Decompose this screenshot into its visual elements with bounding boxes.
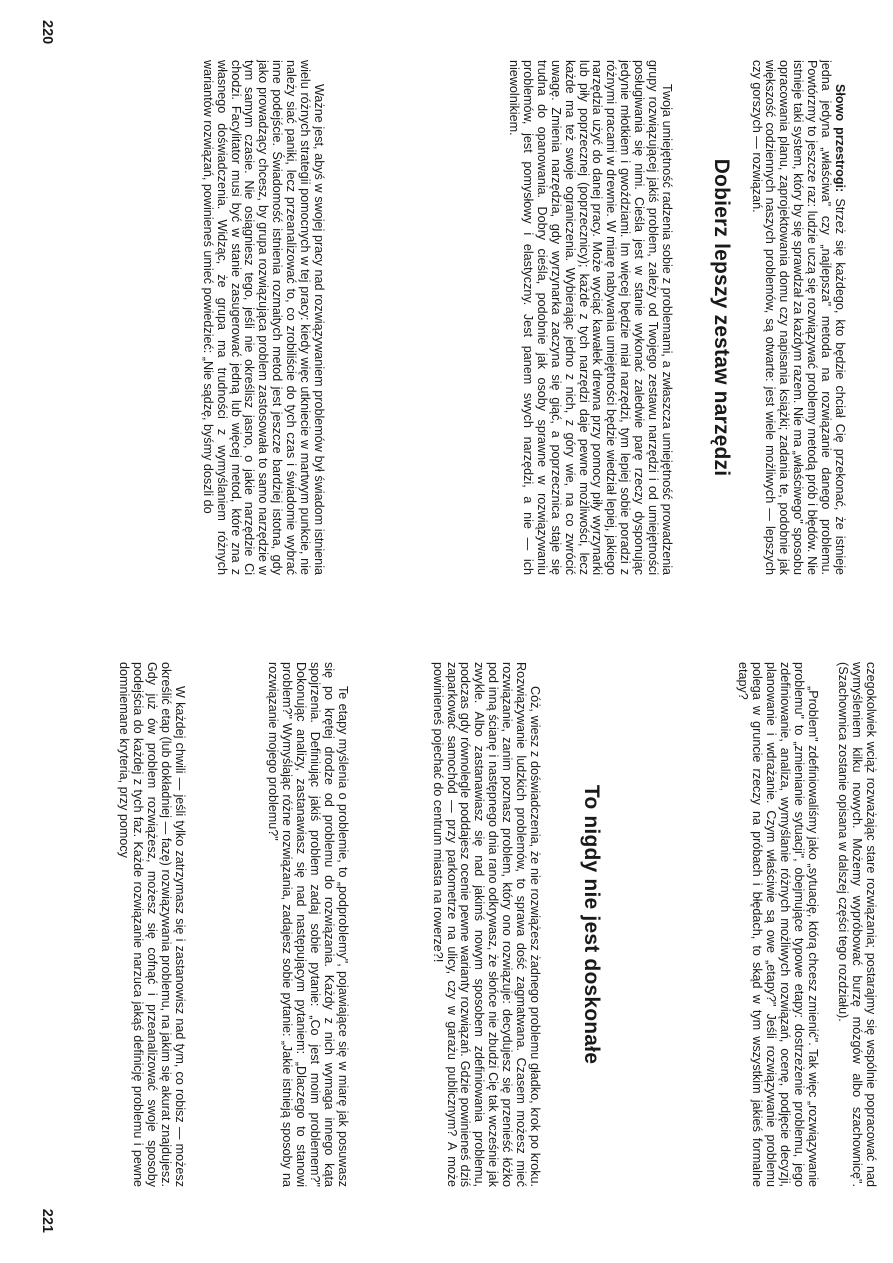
section-heading-tools: Dobierz lepszy zestaw narzędzi: [710, 158, 733, 477]
imperfect-paragraph-2: Te etapy myślenia o problemie, to „podproblemy", pojawiające się w miarę jak posuwasz się po krętej drodze od problemu do rozwiązania. Każdy z nich wymaga innego kąta spojrzenia. Definiując jakiś problem zadaj sobie pytanie: „Co jest moim problemem?" Dokonując analizy, zastanawiasz się nad następującym pytaniem: „Dlaczego to stanowi problem?" Wymyślając różne rozwiązania, zadajesz sobie pytanie: „Jakie istnieją sposoby na rozwiązanie mojego problemu?": [266, 662, 350, 1187]
left-page: [0, 0, 893, 631]
page-number-right: 221: [39, 1208, 55, 1233]
warning-lead: Słowo przestrogi:: [833, 84, 847, 193]
intro-paragraph: [749, 60, 846, 575]
tools-paragraph-2: Ważne jest, abyś w swojej pracy nad rozwiązywaniem problemów był świadom istnienia wielu różnych strategii pomocnych w tej pracy: kiedy więc utkniecie w martwym punkcie, nie należy siać paniki, lecz przeanalizować to, co zrobiliście do tych czas i świadomie wybrać inne podejście. Świadomość istnienia rozmaitych metod jest jeszcze bardziej istotna, gdy jako prowadzący chcesz, by grupa rozwiązująca problem zastosowała to samo narzędzie w tym samym czasie. Nie osiągniesz tego, jeśli nie określisz jasno, o jakie narzędzie Ci chodzi. Facylitator musi być w stanie zasugerować jedną lub więcej metod, które zna z własnego doświadczenia. Widząc, że grupa ma trudności z wymyślaniem różnych wariantów rozwiązań, powinieneś umieć powiedzieć: „Nie sądzę, byśmy doszli do: [200, 60, 326, 575]
tools-paragraph-1: Twoja umiejętność radzenia sobie z problemami, a zwłaszcza umiejętność prowadzenia grupy rozwiązującej jakiś problem, zależy od Twojego zestawu narzędzi i od umiejętności posługiwania się nimi. Cieśla jest w stanie wykonać zaledwie parę rzeczy dysponując jedynie młotkiem i gwoździami. Im więcej będzie miał narzędzi, tym lepiej sobie poradzi z różnymi pracami w drewnie. W miarę nabywania umiejętności będzie wiedział lepiej, jakiego narzędzia użyć do danej pracy. Może wyciąć kawałek drewna przy pomocy piły wyrzynarki lub piły poprzecznej (poprzecznicy); każde z tych narzędzi daje pewne możliwości, lecz każde ma też swoje ograniczenia. Wybierając jedno z nich, z góry wie, na co zwrócić uwagę. Zmienia narzędzia, gdy wyrzynarka zaczyna się giąć, a poprzecznica staje się trudna do opanowania. Dobry cieśla, podobnie jak osoby sprawne w rozwiązywaniu problemów, jest pomysłowy i elastyczny. Jest panem swych narzędzi, a nie — ich niewolnikiem.: [507, 60, 674, 575]
intro-text: Strzeż się każdego, kto będzie chciał Cię przekonać, że istnieje jedna jedyna „właściwa" czy „najlepsza" metoda na rozwiązanie danego problemu. Powtórzmy to jeszcze raz: ludzie uczą się rozwiązywać problemy metodą prób i błędów. Nie istnieje taki system, który by się sprawdzał za każdym razem. Nie ma „właściwego" sposobu opracowania planu, zaprojektowania domu czy napisania książki; zadania te, podobnie jak większość codziennych naszych problemów, są otwarte: jest wiele możliwych — lepszych czy gorszych — rozwiązań.: [749, 60, 847, 575]
continuation-paragraph: czegokolwiek wciąż rozważając stare rozwiązania; postarajmy się wspólnie popracować nad wymyśleniem kilku nowych. Możemy wypróbować burzę mózgów albo szachownicę". (Szachownica zostanie opisana w dalszej części tego rozdziału).: [836, 662, 878, 1187]
imperfect-paragraph-1: Cóż, wiesz z doświadczenia, że nie rozwiążesz żadnego problemu gładko, krok po kroku. Rozwiązywanie ludzkich problemów, to sprawa dość zagmatwana. Czasem możesz mieć rozwiązanie, zanim poznasz problem, który ono rozwiązuje: decydujesz się przenieść łóżko pod inną ścianę i następnego dnia rano odkrywasz, że słońce nie zbudzi Cię tak wcześnie jak zwykle. Albo zastanawiasz się nad jakimś nowym sposobem zdefiniowania problemu, podczas gdy równolegle poddajesz ocenie pewne warianty rozwiązań. Gdzie powinieneś dziś zaparkować samochód — przy parkometrze na ulicy, czy w garażu publicznym? A może powinieneś pojechać do centrum miasta na rowerze?!: [430, 662, 542, 1187]
imperfect-paragraph-3: W każdej chwili — jeśli tylko zatrzymasz się i zastanowisz nad tym, co robisz — możesz określić etap (lub dokładniej — fazę) rozwiązywania problemu, na jakim się akurat znajdujesz. Gdy już ów problem rozwiążesz, możesz się cofnąć i przeanalizować swoje sposoby podejścia do każdej z tych faz. Każde rozwiązanie narzuca jakąś definicję problemu i pewne domniemane kryteria, przy pomocy: [117, 662, 187, 1187]
problem-definition-paragraph: „Problem" zdefiniowaliśmy jako „sytuację, którą chcesz zmienić". Tak więc „rozwiązywanie problemu" to „zmienianie sytuacji", obejmujące typowe etapy: dostrzeżenie problemu, jego zdefiniowanie, analiza, wymyślanie różnych możliwych rozwiązań, ocenę, podjęcie decyzji, planowanie i wdrażanie. Czym właściwie są owe „etapy?" Jeśli rozwiązywanie problemu polega w gruncie rzeczy na próbach i błędach, to skąd w tym wszystkim jakieś formalne etapy?: [736, 662, 820, 1187]
section-heading-imperfect: To nigdy nie jest doskonałe: [580, 784, 603, 1065]
right-page: [0, 632, 893, 1263]
page-number-left: 220: [39, 20, 55, 45]
